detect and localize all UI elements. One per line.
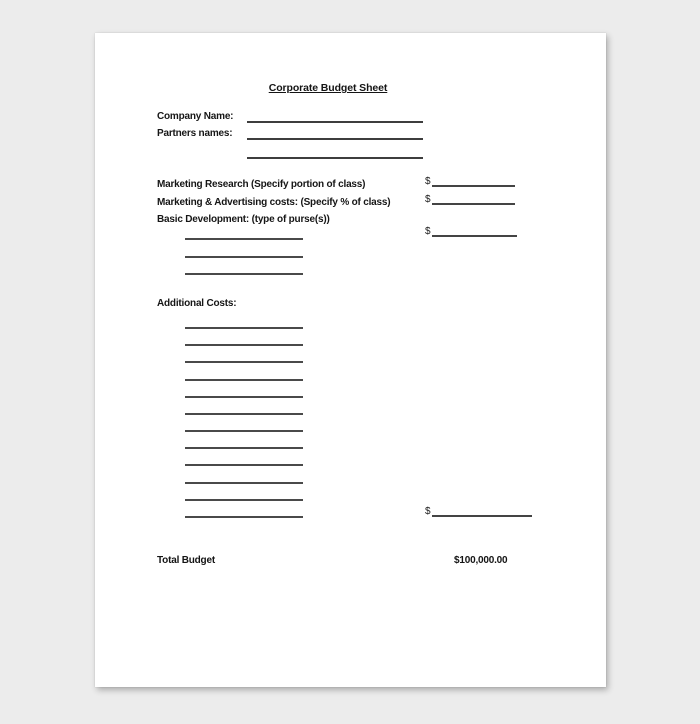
dollar-sign: $ [425, 506, 431, 517]
basic-development-blank-line [185, 273, 303, 275]
additional-costs-blank-line [185, 482, 303, 484]
marketing-research-amount-field [425, 175, 515, 188]
dollar-sign: $ [425, 226, 431, 237]
amount-blank-line [432, 235, 517, 237]
basic-development-amount-field [425, 225, 517, 238]
additional-costs-label: Additional Costs: [157, 298, 237, 309]
document-page [95, 33, 606, 687]
partners-names-blank-line [247, 138, 423, 140]
dollar-sign: $ [425, 194, 431, 205]
amount-blank-line [432, 203, 515, 205]
dollar-sign: $ [425, 176, 431, 187]
additional-costs-blank-line [185, 464, 303, 466]
additional-costs-blank-line [185, 499, 303, 501]
additional-costs-blank-line [185, 379, 303, 381]
amount-blank-line [432, 515, 532, 517]
additional-costs-blank-line [185, 344, 303, 346]
marketing-advertising-label: Marketing & Advertising costs: (Specify % of class) [157, 197, 391, 208]
basic-development-blank-line [185, 256, 303, 258]
additional-costs-amount-field [425, 505, 532, 518]
additional-costs-blank-line [185, 361, 303, 363]
additional-costs-blank-line [185, 516, 303, 518]
amount-blank-line [432, 185, 515, 187]
additional-costs-blank-line [185, 430, 303, 432]
basic-development-blank-line [185, 238, 303, 240]
additional-costs-blank-line [185, 413, 303, 415]
total-budget-label: Total Budget [157, 555, 215, 566]
company-name-label: Company Name: [157, 111, 234, 122]
marketing-research-label: Marketing Research (Specify portion of class) [157, 179, 366, 190]
additional-costs-blank-line [185, 447, 303, 449]
document-title: Corporate Budget Sheet [268, 82, 388, 94]
basic-development-label: Basic Development: (type of purse(s)) [157, 214, 330, 225]
partners-names-blank-line-2 [247, 157, 423, 159]
company-name-blank-line [247, 121, 423, 123]
additional-costs-blank-line [185, 327, 303, 329]
total-budget-amount: $100,000.00 [454, 555, 508, 566]
partners-names-label: Partners names: [157, 128, 233, 139]
marketing-advertising-amount-field [425, 193, 515, 206]
additional-costs-blank-line [185, 396, 303, 398]
